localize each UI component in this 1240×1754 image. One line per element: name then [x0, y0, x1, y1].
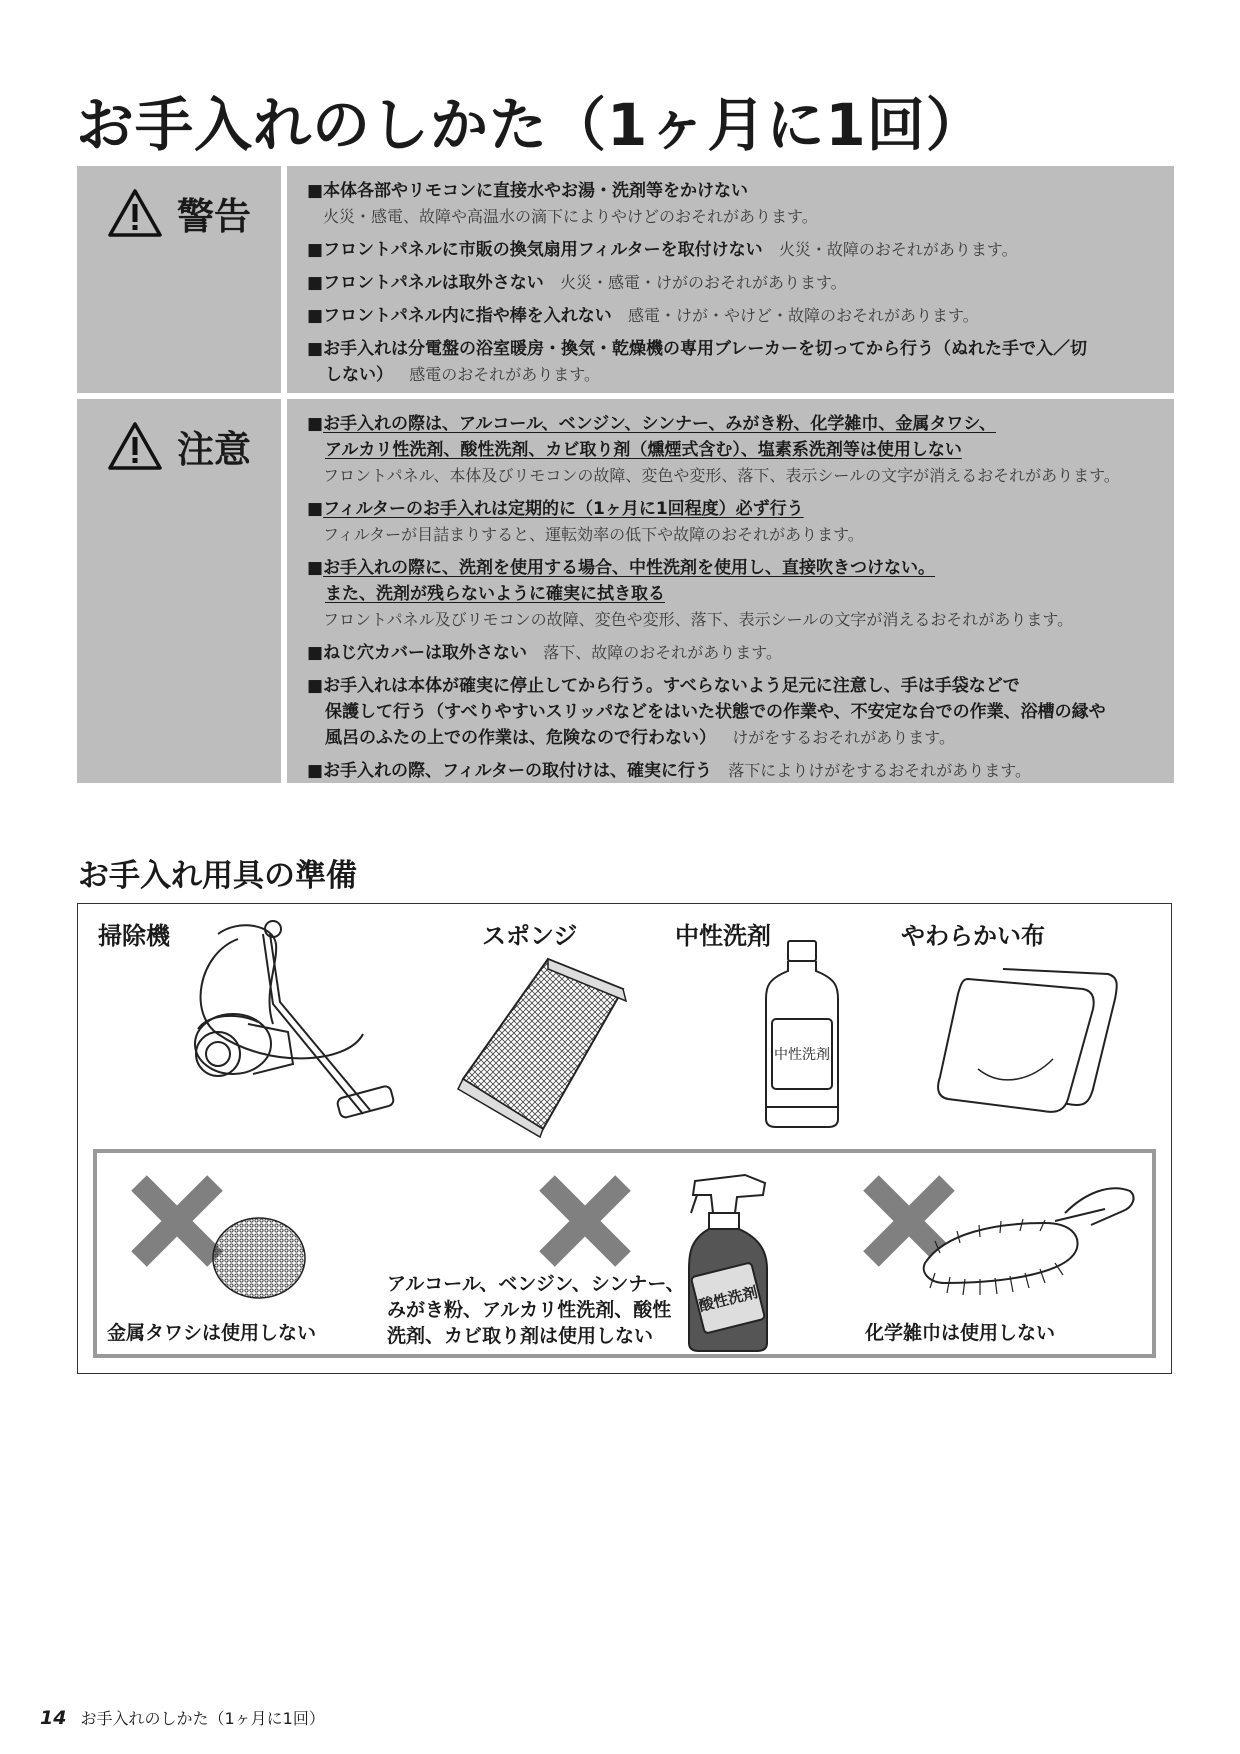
page-number: 14 — [40, 1707, 67, 1729]
cloth-icon — [933, 959, 1123, 1129]
caution-block — [77, 399, 1174, 783]
list-item: ■フィルターのお手入れは定期的に（1ヶ月に1回程度）必ず行う フィルターが目詰まりすると、運転効率の低下や故障のおそれがあります。 — [307, 499, 864, 544]
chemical-cloth-caption: 化学雑巾は使用しない — [865, 1322, 1056, 1344]
list-item: ■ねじ穴カバーは取外さない 落下、故障のおそれがあります。 — [307, 643, 783, 663]
list-item: ■お手入れの際、フィルターの取付けは、確実に行う 落下によりけがをするおそれがあります。 — [307, 761, 1031, 781]
page-footer — [40, 1706, 325, 1729]
warning-triangle-icon — [107, 188, 163, 238]
metal-scrubber-icon — [209, 1213, 309, 1303]
caution-label: 注意 — [177, 428, 251, 471]
vacuum-cleaner-icon — [178, 914, 418, 1139]
warning-label-cell — [77, 166, 281, 393]
cloth-label: やわらかい布 — [901, 922, 1045, 950]
page-title: お手入れのしかた（1ヶ月に1回） — [76, 91, 985, 159]
warning-items — [287, 166, 1174, 393]
metal-scrubber-caption: 金属タワシは使用しない — [107, 1322, 317, 1344]
list-item: ■フロントパネルに市販の換気扇用フィルターを取付けない 火災・故障のおそれがあります。 — [307, 240, 1018, 260]
detergent-label: 中性洗剤 — [675, 922, 771, 950]
prohibited-box — [93, 1149, 1156, 1358]
list-item: ■お手入れは分電盤の浴室暖房・換気・乾燥機の専用ブレーカーを切ってから行う（ぬれた手で入／切 しない） 感電のおそれがあります。 — [307, 339, 1088, 385]
caution-label-cell — [77, 399, 281, 783]
warning-block — [77, 166, 1174, 393]
warning-label: 警告 — [177, 195, 251, 238]
list-item: ■お手入れの際に、洗剤を使用する場合、中性洗剤を使用し、直接吹きつけない。 また、洗剤が残らないように確実に拭き取る フロントパネル及びリモコンの故障、変色や変形、落下、表示シールの文字が消えるおそれがあります。 — [307, 558, 1074, 629]
caution-items — [287, 399, 1174, 783]
sponge-icon — [448, 949, 648, 1139]
detergent-bottle-icon — [760, 939, 844, 1129]
footer-text: お手入れのしかた（1ヶ月に1回） — [80, 1709, 325, 1728]
chemical-duster-icon — [905, 1173, 1145, 1303]
warning-triangle-icon — [107, 421, 163, 471]
spray-label: 酸性洗剤 — [696, 1282, 760, 1315]
bottle-label: 中性洗剤 — [774, 1047, 830, 1063]
vacuum-label: 掃除機 — [98, 922, 170, 950]
list-item: ■お手入れは本体が確実に停止してから行う。すべらないよう足元に注意し、手は手袋などで 保護して行う（すべりやすいスリッパなどをはいた状態での作業や、不安定な台での作業、浴槽の縁や 風呂のふたの上での作業は、危険なので行わない） けがをするおそれがあります。 — [307, 676, 1106, 748]
list-item: ■お手入れの際は、アルコール、ベンジン、シンナー、みがき粉、化学雑巾、金属タワシ、 アルカリ性洗剤、酸性洗剤、カビ取り剤（燻煙式含む）、塩素系洗剤等は使用しない フロントパネル、本体及びリモコンの故障、変色や変形、落下、表示シールの文字が消えるおそれがあります。 — [307, 414, 1120, 485]
list-item: ■フロントパネル内に指や棒を入れない 感電・けが・やけど・故障のおそれがあります。 — [307, 306, 979, 326]
prohibited-x-icon — [537, 1173, 633, 1269]
list-item: ■フロントパネルは取外さない 火災・感電・けがのおそれがあります。 — [307, 273, 847, 293]
spray-bottle-icon — [685, 1173, 773, 1355]
tools-box — [77, 903, 1172, 1374]
chemicals-caption: アルコール、ベンジン、シンナー、 みがき粉、アルカリ性洗剤、酸性 洗剤、カビ取り剤は使用しない — [387, 1273, 685, 1347]
section-title: お手入れ用具の準備 — [78, 858, 357, 894]
sponge-label: スポンジ — [482, 922, 578, 950]
list-item: ■本体各部やリモコンに直接水やお湯・洗剤等をかけない 火災・感電、故障や高温水の滴下によりやけどのおそれがあります。 — [307, 181, 818, 226]
